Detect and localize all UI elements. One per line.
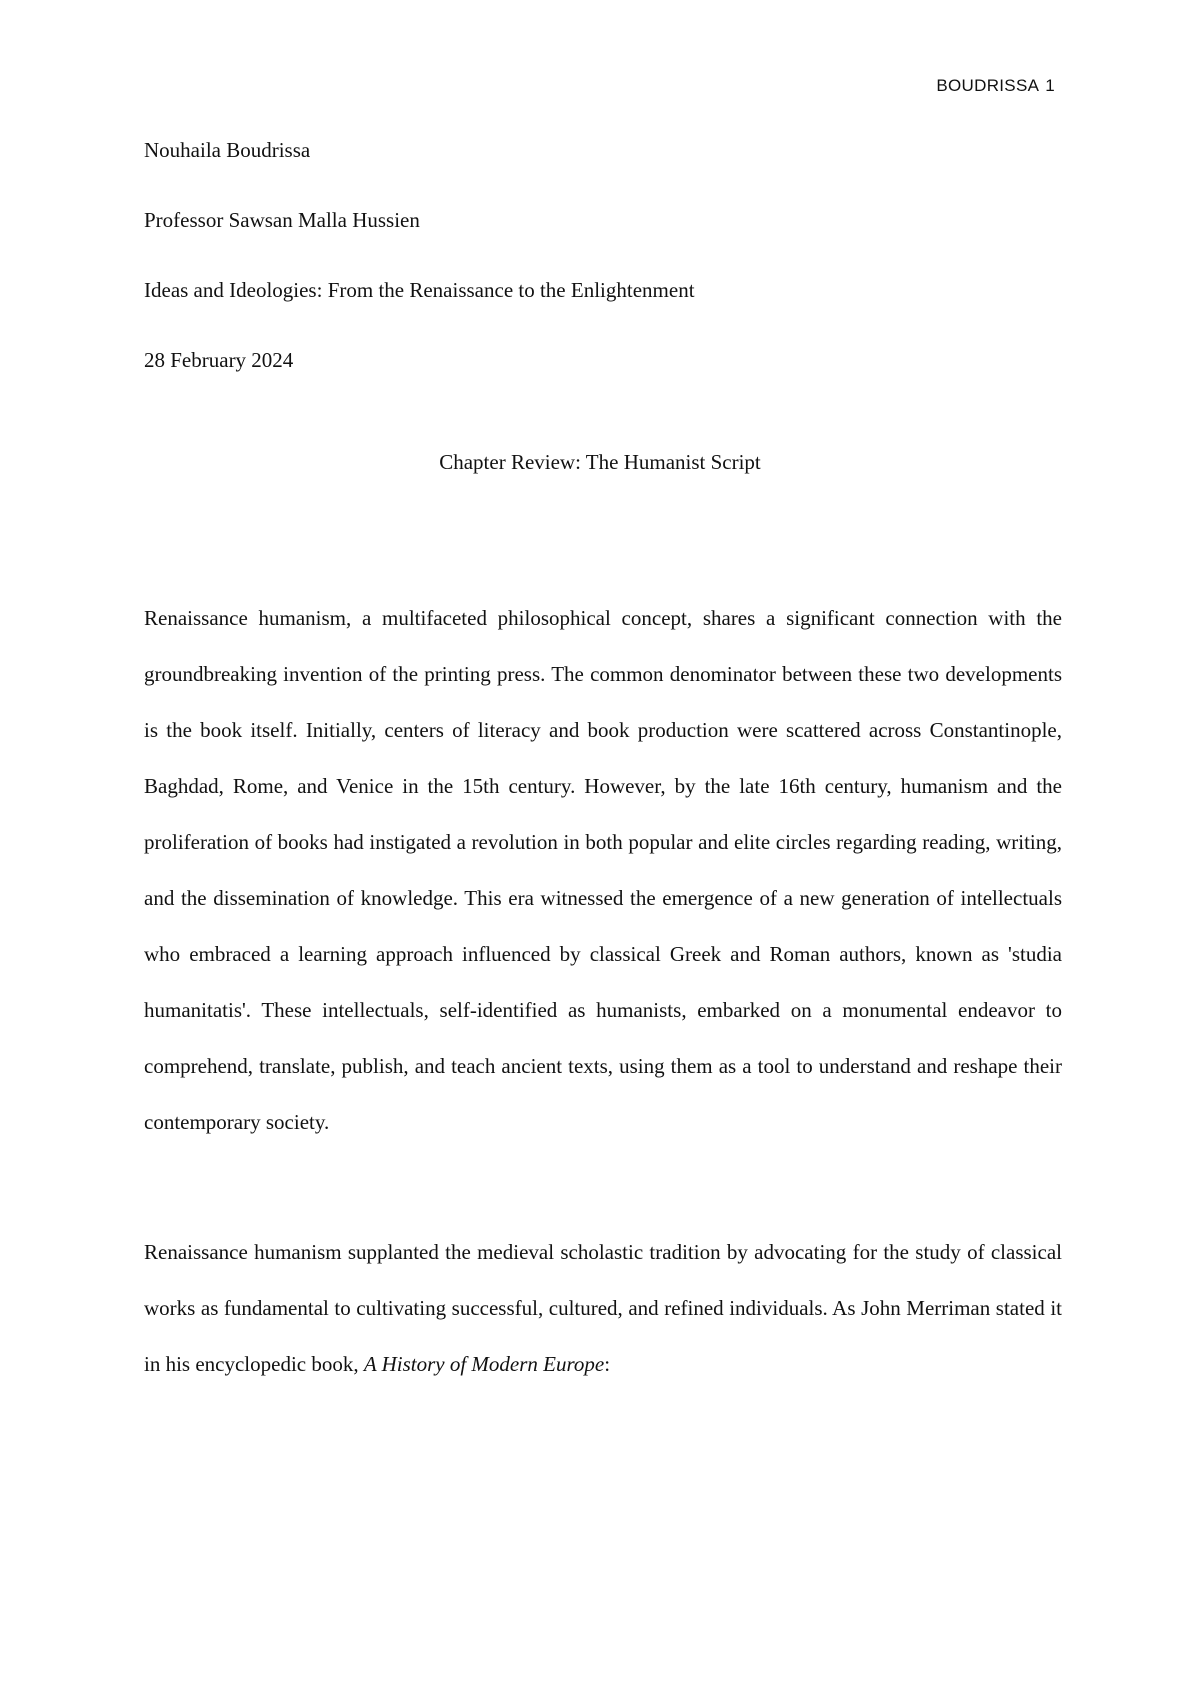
page-number: 1 (1045, 76, 1055, 95)
course-name: Ideas and Ideologies: From the Renaissance to the Enlightenment (144, 278, 695, 302)
professor-name: Professor Sawsan Malla Hussien (144, 208, 420, 232)
document-date: 28 February 2024 (144, 348, 294, 372)
author-name: Nouhaila Boudrissa (144, 138, 311, 162)
running-header (936, 76, 1055, 96)
book-title: A History of Modern Europe (363, 1352, 605, 1376)
paragraph-2-text: Renaissance humanism supplanted the medieval scholastic tradition by advocating for the study of classical works as fundamental to cultivating successful, cultured, and refined individuals. As John Merriman stated it in his encyclopedic book, (144, 1240, 1062, 1376)
body-paragraph-1: Renaissance humanism, a multifaceted philosophical concept, shares a significant connection with the groundbreaking invention of the printing press. The common denominator between these two developments is the book itself. Initially, centers of literacy and book production were scattered across Constantinople, Baghdad, Rome, and Venice in the 15th century. However, by the late 16th century, humanism and the proliferation of books had instigated a revolution in both popular and elite circles regarding reading, writing, and the dissemination of knowledge. This era witnessed the emergence of a new generation of intellectuals who embraced a learning approach influenced by classical Greek and Roman authors, known as 'studia humanitatis'. These intellectuals, self-identified as humanists, embarked on a monumental endeavor to comprehend, translate, publish, and teach ancient texts, using them as a tool to understand and reshape their contemporary society. (144, 606, 1062, 1134)
document-title: Chapter Review: The Humanist Script (439, 450, 761, 474)
running-head-name: BOUDRISSA (936, 76, 1040, 95)
body-paragraph-2 (144, 1224, 1062, 1392)
paragraph-2-end: : (604, 1352, 611, 1376)
